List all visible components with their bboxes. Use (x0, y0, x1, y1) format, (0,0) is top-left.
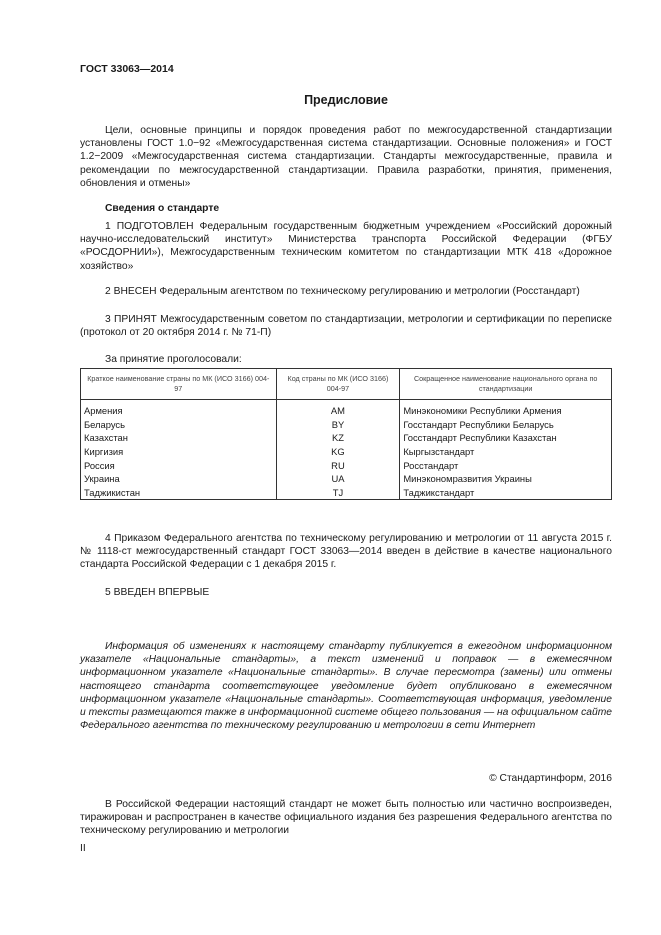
code-cell: BY (276, 418, 400, 432)
table-row (81, 458, 612, 472)
info-paragraph: Информация об изменениях к настоящему стандарту публикуется в ежегодном информационном указателе «Национальные стандарты», а текст изменений и поправок — в ежемесячном информационном указателе «Национальные стандарты». В случае пересмотра (замены) или отмены настоящего стандарта соответствующее уведомление будет опубликовано в ежемесячном информационном указателе «Национальные стандарты». Соответствующая информация, уведомление и тексты размещаются также в информационной системе общего пользования — на официальном сайте Федерального агентства по техническому регулированию и метрологии в сети Интернет (80, 641, 612, 732)
item-5-paragraph: 5 ВВЕДЕН ВПЕРВЫЕ (105, 587, 210, 598)
country-cell: Беларусь (81, 418, 277, 432)
code-cell: TJ (276, 486, 400, 500)
country-cell: Украина (81, 472, 277, 486)
body-cell: Росстандарт (400, 458, 612, 472)
item-1-paragraph: 1 ПОДГОТОВЛЕН Федеральным государственным бюджетным учреждением «Российский дорожный научно-исследовательский институт» Министерства транспорта Российской Федерации (ФГБУ «РОСДОРНИИ»), Межгосударственным техническим комитетом по стандартизации МТК 418 «Дорожное хозяйство» (80, 221, 612, 272)
column-header-code: Код страны по МК (ИСО 3166) 004-97 (276, 369, 400, 400)
body-cell: Госстандарт Республики Беларусь (400, 418, 612, 432)
code-cell: AM (276, 400, 400, 418)
table-row (81, 400, 612, 418)
table-header-row (81, 369, 612, 400)
table-row (81, 431, 612, 445)
country-cell: Россия (81, 458, 277, 472)
column-header-body: Сокращенное наименование национального органа по стандартизации (400, 369, 612, 400)
code-cell: KG (276, 445, 400, 459)
body-cell: Госстандарт Республики Казахстан (400, 431, 612, 445)
table-row (81, 418, 612, 432)
column-header-country: Краткое наименование страны по МК (ИСО 3166) 004-97 (81, 369, 277, 400)
body-cell: Минэкономразвития Украины (400, 472, 612, 486)
code-cell: KZ (276, 431, 400, 445)
country-cell: Казахстан (81, 431, 277, 445)
table-row (81, 472, 612, 486)
page-number: II (80, 843, 86, 854)
country-cell: Армения (81, 400, 277, 418)
country-cell: Киргизия (81, 445, 277, 459)
item-3-paragraph: 3 ПРИНЯТ Межгосударственным советом по стандартизации, метрологии и сертификации по переписке (протокол от 20 октября 2014 г. № 71-П) (80, 314, 612, 339)
code-cell: UA (276, 472, 400, 486)
copyright-notice: © Стандартинформ, 2016 (489, 773, 612, 784)
intro-paragraph: Цели, основные принципы и порядок проведения работ по межгосударственной стандартизации установлены ГОСТ 1.0−92 «Межгосударственная система стандартизации. Основные положения» и ГОСТ 1.2−2009 «Межгосударственная система стандартизации. Стандарты межгосударственные, правила и рекомендации по межгосударственной стандартизации. Правила разработки, принятия, применения, обновления и отмены» (80, 125, 612, 189)
document-code: ГОСТ 33063—2014 (80, 63, 174, 75)
body-cell: Кыргызстандарт (400, 445, 612, 459)
voting-table (80, 368, 612, 500)
table-row (81, 445, 612, 459)
country-cell: Таджикистан (81, 486, 277, 500)
body-cell: Минэкономики Республики Армения (400, 400, 612, 418)
item-4-paragraph: 4 Приказом Федерального агентства по техническому регулированию и метрологии от 11 августа 2015 г. № 1118-ст межгосударственный стандарт ГОСТ 33063—2014 введен в действие в качестве национального стандарта Российской Федерации с 1 декабря 2015 г. (80, 533, 612, 571)
page-title: Предисловие (304, 93, 388, 107)
legal-paragraph: В Российской Федерации настоящий стандарт не может быть полностью или частично воспроизведен, тиражирован и распространен в качестве официального издания без разрешения Федерального агентства по техническому регулированию и метрологии (80, 799, 612, 837)
table-row (81, 486, 612, 500)
vote-label: За принятие проголосовали: (105, 354, 242, 365)
item-2-paragraph: 2 ВНЕСЕН Федеральным агентством по техническому регулированию и метрологии (Росстандарт) (105, 286, 580, 297)
section-heading: Сведения о стандарте (105, 203, 220, 214)
body-cell: Таджикстандарт (400, 486, 612, 500)
code-cell: RU (276, 458, 400, 472)
